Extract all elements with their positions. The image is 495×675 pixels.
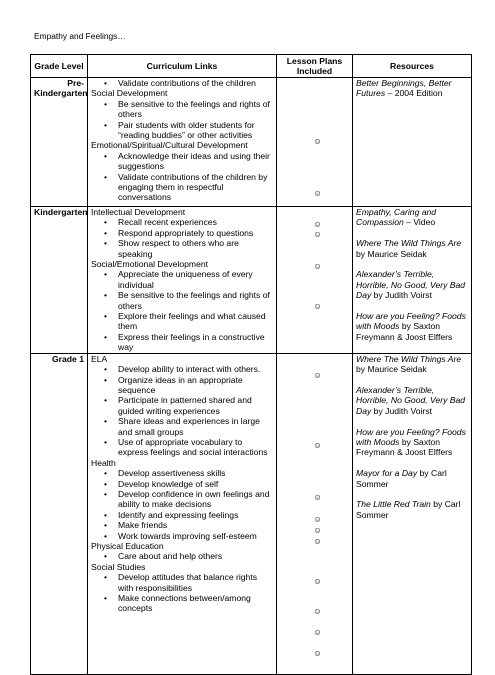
curriculum-section-heading: Emotional/Spiritual/Cultural Development — [91, 140, 248, 151]
curriculum-bullet-item: • Validate contributions of the children — [91, 78, 273, 88]
resource-title: Where The Wild Things Are — [356, 353, 462, 364]
curriculum-bullet-item: • Share ideas and experiences in large and small groups — [91, 416, 273, 437]
grade-label: Kindergarten — [34, 207, 88, 217]
column-header-grade: Grade Level — [31, 55, 88, 78]
resource-title: Empathy, Caring and Compassion — [356, 207, 437, 228]
curriculum-bullet-item: • Develop assertiveness skills — [91, 468, 273, 478]
curriculum-section-heading: Social/Emotional Development — [91, 259, 209, 270]
curriculum-bullet-item: • Be sensitive to the feelings and rights of others — [91, 99, 273, 120]
curriculum-bullet-item: • Develop ability to interact with others. — [91, 364, 273, 374]
curriculum-section-heading: ELA — [91, 353, 108, 364]
smiley-icon: ☺ — [313, 647, 322, 658]
resource-title: Mayor for a Day — [356, 468, 418, 479]
resource-entry — [356, 354, 468, 375]
curriculum-bullet-item: • Organize ideas in an appropriate sequence — [91, 375, 273, 396]
resource-author: by Maurice Seidak — [356, 364, 427, 375]
curriculum-bullet-item: • Work towards improving self-esteem — [91, 531, 273, 541]
grade-cell — [31, 353, 88, 674]
resource-author: by Carl Sommer — [356, 499, 461, 520]
smiley-icon: ☺ — [313, 261, 322, 271]
curriculum-bullet-item: • Be sensitive to the feelings and rights of others — [91, 290, 273, 311]
curriculum-section-heading: Physical Education — [91, 541, 164, 551]
curriculum-bullet-item: • Identify and expressing feelings — [91, 510, 273, 520]
table-row — [31, 207, 472, 354]
resource-title: Better Beginnings, Better Futures — [356, 78, 452, 99]
resources-cell — [353, 78, 472, 207]
table-row — [31, 78, 472, 207]
curriculum-bullet-item: • Make connections between/among concepts — [91, 593, 273, 614]
smiley-icon: ☺ — [313, 626, 322, 637]
smiley-icon: ☺ — [313, 439, 322, 450]
curriculum-bullet-item: • Participate in patterned shared and guided writing experiences — [91, 395, 273, 416]
grade-label: Pre- Kindergarten — [34, 78, 88, 99]
resource-title: How are you Feeling? Foods with Moods — [356, 426, 466, 447]
resource-author: – Video — [403, 217, 436, 228]
lesson-plans-cell — [277, 78, 353, 207]
curriculum-cell — [88, 78, 277, 207]
curriculum-bullet-item: • Explore their feelings and what caused them — [91, 311, 273, 332]
resource-author: by Saxton Freymann & Joost Elffers — [356, 321, 453, 342]
curriculum-bullet-item: • Develop attitudes that balance rights with responsibilities — [91, 572, 273, 593]
smiley-icon: ☺ — [313, 524, 322, 535]
lesson-plans-cell — [277, 207, 353, 354]
curriculum-bullet-item: • Appreciate the uniqueness of every individual — [91, 269, 273, 290]
resource-title: The Little Red Train — [356, 499, 431, 510]
smiley-icon: ☺ — [313, 301, 322, 311]
table-row — [31, 353, 472, 674]
curriculum-bullet-item: • Validate contributions of the children by engaging them in respectful conversations — [91, 172, 273, 203]
curriculum-bullet-item: • Develop confidence in own feelings and ability to make decisions — [91, 489, 273, 510]
smiley-icon: ☺ — [313, 513, 322, 524]
resource-author: by Saxton Freymann & Joost Elffers — [356, 436, 453, 458]
curriculum-section-heading: Health — [91, 457, 116, 468]
resource-entry — [356, 78, 468, 99]
resource-title: Alexander’s Terrible, Horrible, No Good, Very Bad Day — [356, 384, 466, 416]
resource-entry — [356, 269, 468, 300]
resource-entry — [356, 311, 468, 342]
curriculum-bullet-item: • Respond appropriately to questions — [91, 228, 273, 238]
resource-title: How are you Feeling? Foods with Moods — [356, 311, 466, 332]
curriculum-bullet-item: • Make friends — [91, 520, 273, 530]
curriculum-bullet-item: • Care about and help others — [91, 551, 273, 561]
smiley-icon: ☺ — [313, 605, 322, 616]
column-header-lesson-plans: Lesson Plans Included — [277, 55, 353, 78]
smiley-icon: ☺ — [313, 491, 322, 502]
curriculum-bullet-item: • Develop knowledge of self — [91, 479, 273, 489]
smiley-icon: ☺ — [313, 229, 322, 239]
table-header-row — [31, 55, 472, 78]
grade-cell — [31, 78, 88, 207]
resource-author: by Carl Sommer — [356, 468, 447, 489]
document-header: Empathy and Feelings… — [34, 31, 126, 41]
smiley-icon: ☺ — [313, 535, 322, 546]
curriculum-section-heading: Social Studies — [91, 561, 146, 572]
column-header-curriculum: Curriculum Links — [88, 55, 277, 78]
curriculum-bullet-item: • Express their feelings in a constructive way — [91, 332, 273, 353]
curriculum-bullet-item: • Acknowledge their ideas and using their suggestions — [91, 151, 273, 172]
curriculum-bullet-item: • Use of appropriate vocabulary to express feelings and social interactions — [91, 437, 273, 458]
grade-cell — [31, 207, 88, 354]
resource-author: by Judith Voirst — [371, 405, 432, 416]
curriculum-bullet-item: • Pair students with older students for “reading buddies” or other activities — [91, 120, 273, 141]
resource-title: Alexander’s Terrible, Horrible, No Good, Very Bad Day — [356, 269, 466, 301]
resource-entry — [356, 427, 468, 458]
smiley-icon: ☺ — [313, 575, 322, 586]
resource-entry — [356, 499, 468, 520]
smiley-icon: ☺ — [313, 219, 322, 229]
resource-title: Where The Wild Things Are — [356, 238, 462, 249]
smiley-icon: ☺ — [313, 369, 322, 380]
curriculum-cell — [88, 353, 277, 674]
curriculum-section-heading: Intellectual Development — [91, 207, 186, 217]
curriculum-bullet-item: • Recall recent experiences — [91, 217, 273, 227]
smiley-icon: ☺ — [313, 188, 322, 198]
smiley-icon: ☺ — [313, 136, 322, 146]
curriculum-table — [30, 54, 472, 675]
resource-author: – 2004 Edition — [385, 88, 443, 99]
curriculum-bullet-item: • Show respect to others who are speaking — [91, 238, 273, 259]
resource-entry — [356, 468, 468, 489]
resource-author: by Judith Voirst — [371, 290, 432, 301]
resource-entry — [356, 238, 468, 259]
resources-cell — [353, 207, 472, 354]
resource-entry — [356, 207, 468, 228]
resources-cell — [353, 353, 472, 674]
curriculum-section-heading: Social Development — [91, 88, 168, 99]
resource-entry — [356, 385, 468, 416]
lesson-plans-cell — [277, 353, 353, 674]
grade-label: Grade 1 — [51, 353, 84, 364]
column-header-resources: Resources — [353, 55, 472, 78]
resource-author: by Maurice Seidak — [356, 248, 427, 259]
curriculum-cell — [88, 207, 277, 354]
